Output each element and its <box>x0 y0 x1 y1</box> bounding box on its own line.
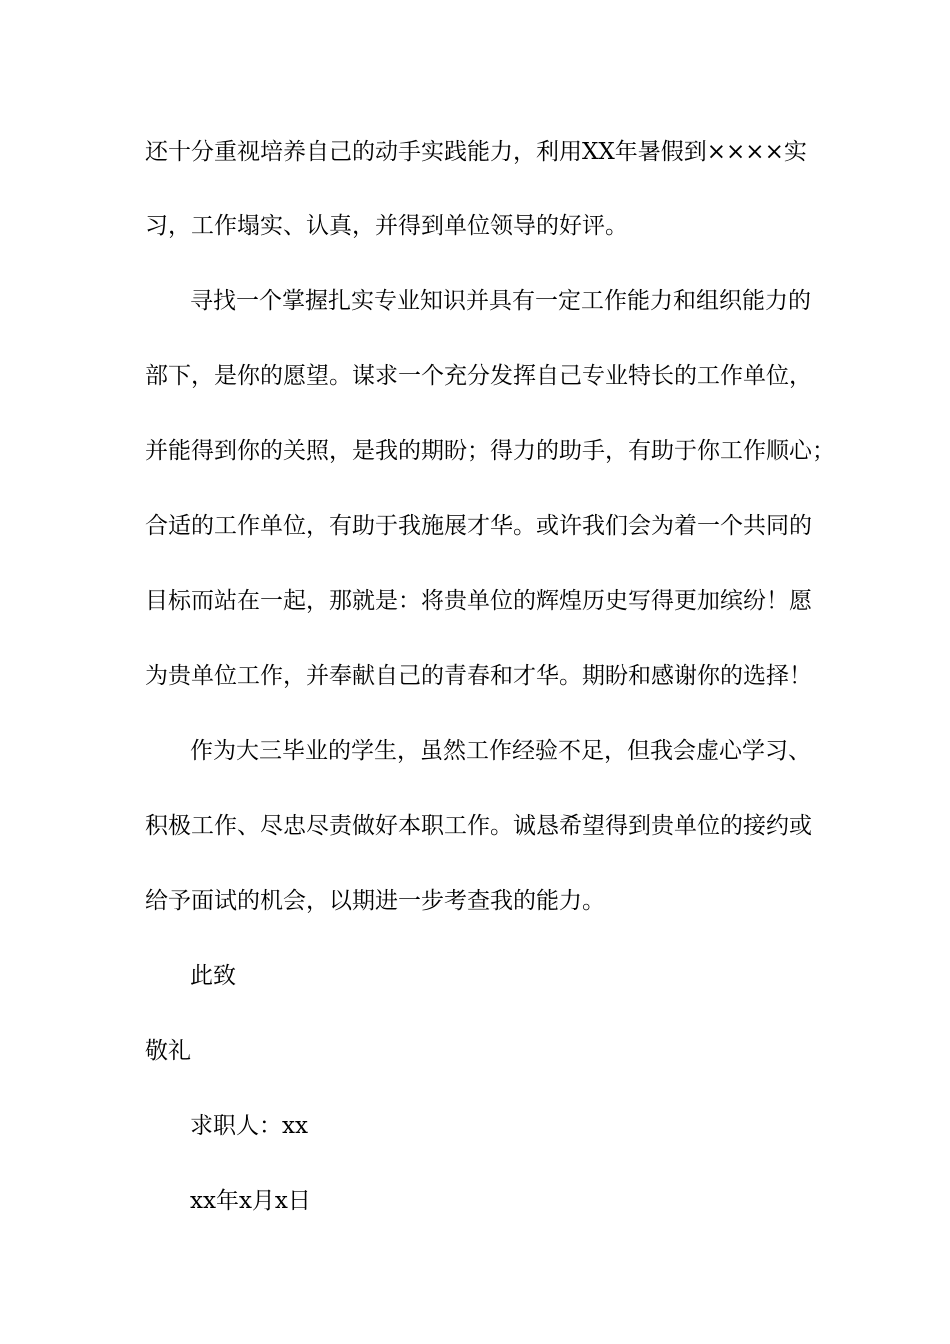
letter-date: xx年x月x日 <box>190 1188 311 1214</box>
body-text-line: 目标而站在一起，那就是：将贵单位的辉煌历史写得更加缤纷！愿 <box>145 588 812 614</box>
body-text-line: 习，工作塌实、认真，并得到单位领导的好评。 <box>145 213 628 239</box>
body-text-line: 给予面试的机会，以期进一步考查我的能力。 <box>145 888 605 914</box>
applicant-signature: 求职人：xx <box>190 1113 308 1139</box>
closing-regards: 敬礼 <box>145 1038 191 1064</box>
body-text-line: 并能得到你的关照，是我的期盼；得力的助手，有助于你工作顺心； <box>145 438 835 464</box>
body-text-line: 部下，是你的愿望。谋求一个充分发挥自己专业特长的工作单位， <box>145 363 812 389</box>
body-text-line: 积极工作、尽忠尽责做好本职工作。诚恳希望得到贵单位的接约或 <box>145 813 812 839</box>
paragraph-first-line: 寻找一个掌握扎实专业知识并具有一定工作能力和组织能力的 <box>190 288 811 314</box>
closing-salutation: 此致 <box>190 963 236 989</box>
body-text-line: 还十分重视培养自己的动手实践能力，利用XX年暑假到××××实 <box>145 139 807 165</box>
paragraph-first-line: 作为大三毕业的学生，虽然工作经验不足，但我会虚心学习、 <box>190 738 811 764</box>
body-text-line: 合适的工作单位，有助于我施展才华。或许我们会为着一个共同的 <box>145 513 812 539</box>
body-text-line: 为贵单位工作，并奉献自己的青春和才华。期盼和感谢你的选择！ <box>145 663 812 689</box>
